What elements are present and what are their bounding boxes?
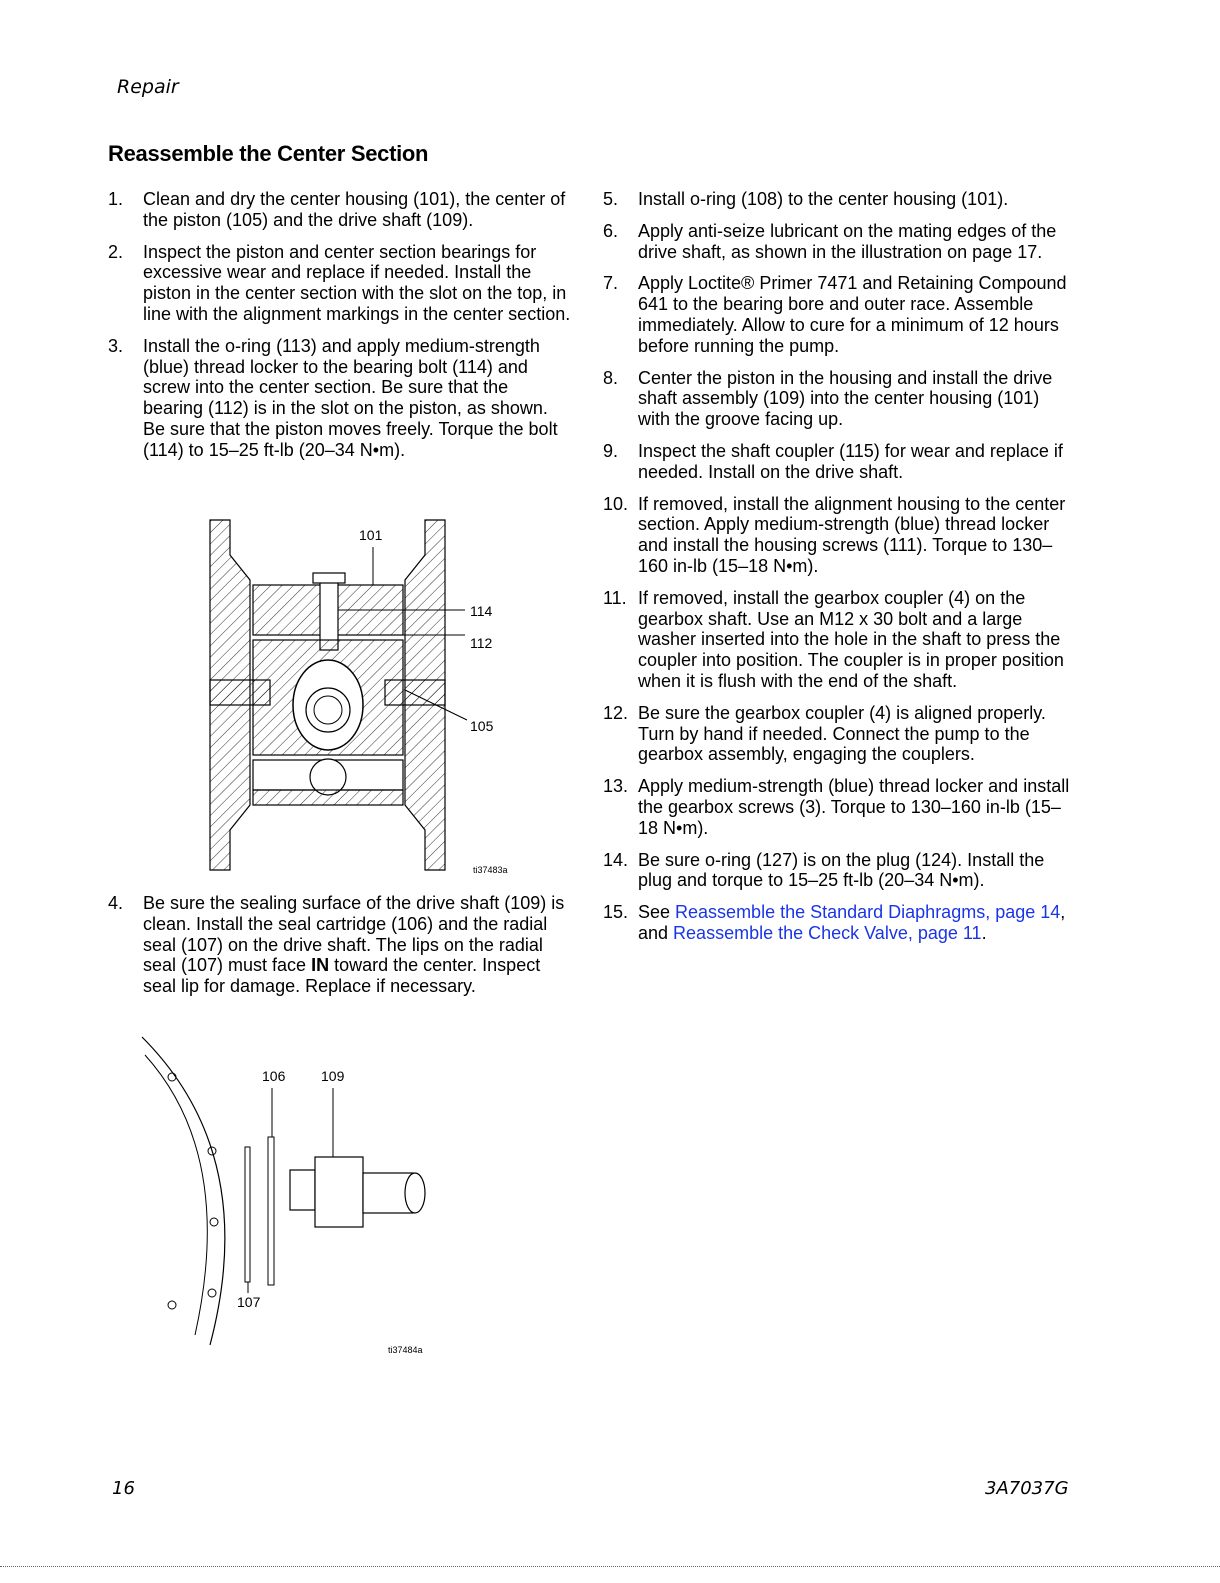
- drive-shaft-figure: [140, 1035, 440, 1360]
- callout-109: 109: [321, 1068, 345, 1084]
- step-text: Apply medium-strength (blue) thread locker and install the gearbox screws (3). Torque to 130–160 in-lb (15–18 N•m).: [638, 776, 1070, 838]
- callout-107: 107: [237, 1294, 261, 1310]
- step-number: 2.: [108, 241, 124, 262]
- step-number: 14.: [603, 849, 629, 870]
- page-number: 16: [112, 1478, 135, 1499]
- left-column: [108, 189, 573, 472]
- step-8: [603, 368, 1073, 430]
- bottom-divider: [0, 1566, 1220, 1567]
- step-number: 8.: [603, 367, 619, 388]
- running-header: Repair: [117, 76, 179, 98]
- figure-id: ti37483a: [473, 865, 508, 875]
- step-text: Be sure the gearbox coupler (4) is aligned properly. Turn by hand if needed. Connect the pump to the gearbox assembly, engaging the couplers.: [638, 702, 1046, 765]
- step-6: [603, 221, 1073, 263]
- right-column: [603, 189, 1073, 955]
- step-13: [603, 776, 1073, 838]
- step-4: [108, 893, 573, 997]
- step-number: 1.: [108, 189, 124, 209]
- step-10: [603, 494, 1073, 577]
- callout-105: 105: [470, 718, 494, 734]
- step-text: Center the piston in the housing and install the drive shaft assembly (109) into the center housing (101) with the groove facing up.: [638, 367, 1053, 430]
- step-text: Be sure o-ring (127) is on the plug (124). Install the plug and torque to 15–25 ft-lb (20–34 N•m).: [638, 849, 1045, 891]
- step-14: [603, 850, 1073, 892]
- step-number: 3.: [108, 335, 124, 356]
- drive-shaft-drawing: [140, 1035, 440, 1360]
- step-number: 15.: [603, 902, 629, 923]
- emphasis-in: IN: [311, 955, 330, 976]
- step-9: [603, 441, 1073, 483]
- center-section-drawing: [205, 515, 535, 880]
- step-1: [108, 189, 573, 231]
- step-number: 6.: [603, 220, 619, 241]
- step-text: See: [638, 902, 676, 923]
- step-number: 13.: [603, 776, 629, 797]
- callout-112: 112: [470, 635, 493, 651]
- step-text: Inspect the piston and center section bearings for excessive wear and replace if needed. Install the piston in the center section with the slot on the top, in line with the alignment markings in the center section.: [143, 241, 571, 324]
- step-text-mid: , and: [638, 902, 1066, 943]
- step-text: If removed, install the gearbox coupler (4) on the gearbox shaft. Use an M12 x 30 bolt and a large washer inserted into the hole in the shaft to press the coupler into position. The coupler is in proper position when it is flush with the end of the shaft.: [638, 587, 1064, 691]
- step-text-end: .: [981, 922, 987, 943]
- figure-id: ti37484a: [388, 1345, 423, 1355]
- step-text: Clean and dry the center housing (101), the center of the piston (105) and the drive shaft (109).: [143, 189, 566, 230]
- step-text: If removed, install the alignment housing to the center section. Apply medium-strength (blue) thread locker and install the housing screws (111). Torque to 130–160 in-lb (15–18 N•m).: [638, 493, 1066, 576]
- step-7: [603, 273, 1073, 356]
- step-number: 5.: [603, 189, 619, 209]
- step-number: 4.: [108, 893, 124, 913]
- step-text-cont: toward the center. Inspect seal lip for damage. Replace if necessary.: [143, 955, 541, 997]
- step-text: Install the o-ring (113) and apply medium-strength (blue) thread locker to the bearing bolt (114) and screw into the center section. Be sure that the bearing (112) is in the slot on the piston, as shown. Be sure that the piston moves freely. Torque the bolt (114) to 15–25 ft-lb (20–34 N•m).: [143, 335, 558, 460]
- step-number: 11.: [603, 587, 627, 608]
- step-text: Be sure the sealing surface of the drive shaft (109) is clean. Install the seal cartridge (106) and the radial seal (107) on the drive shaft. The lips on the radial seal (107) must face: [143, 893, 565, 976]
- step-number: 10.: [603, 493, 629, 514]
- step-3: [108, 336, 573, 461]
- link-reassemble-diaphragms[interactable]: Reassemble the Standard Diaphragms, page 14: [675, 902, 1061, 923]
- section-title: Reassemble the Center Section: [108, 141, 429, 166]
- callout-114: 114: [470, 603, 493, 619]
- step-2: [108, 242, 573, 325]
- step-11: [603, 588, 1073, 692]
- step-5: [603, 189, 1073, 210]
- left-column-lower: [108, 893, 573, 1008]
- step-text: Apply Loctite® Primer 7471 and Retaining Compound 641 to the bearing bore and outer race. Assemble immediately. Allow to cure for a minimum of 12 hours before running the pump.: [638, 273, 1067, 356]
- step-text: Apply anti-seize lubricant on the mating edges of the drive shaft, as shown in the illustration on page 17.: [638, 220, 1057, 262]
- step-number: 9.: [603, 440, 619, 461]
- step-text: Inspect the shaft coupler (115) for wear and replace if needed. Install on the drive shaft.: [638, 440, 1063, 482]
- callout-101: 101: [359, 527, 383, 543]
- callout-106: 106: [262, 1068, 286, 1084]
- step-number: 12.: [603, 702, 629, 723]
- step-text: Install o-ring (108) to the center housing (101).: [638, 189, 1009, 209]
- document-number: 3A7037G: [985, 1478, 1069, 1499]
- step-15: [603, 902, 1073, 944]
- step-12: [603, 703, 1073, 765]
- step-number: 7.: [603, 273, 619, 294]
- center-section-figure: [205, 515, 535, 880]
- link-reassemble-check-valve[interactable]: Reassemble the Check Valve, page 11: [673, 922, 982, 943]
